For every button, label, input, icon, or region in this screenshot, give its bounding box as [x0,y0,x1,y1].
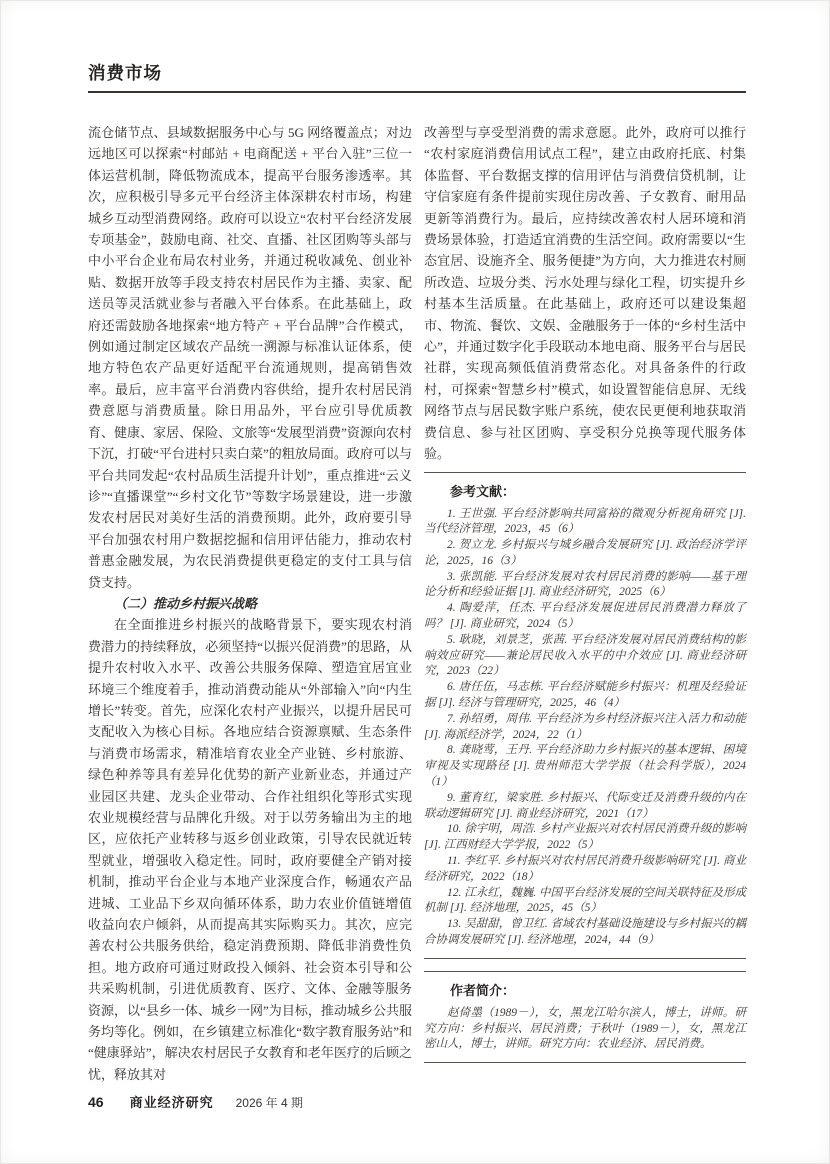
left-column [88,122,412,1085]
reference-item: 10. 徐宇明，周浩. 乡村产业振兴对农村居民消费升级的影响 [J]. 江西财经大学学报，2022（5） [424,823,746,852]
section-header-title: 消费市场 [88,63,162,83]
reference-item: 2. 贺立龙. 乡村振兴与城乡融合发展研究 [J]. 政治经济学评论，2025，16（3） [424,539,746,567]
reference-item: 6. 唐任伍，马志栋. 平台经济赋能乡村振兴：机理及经验证据 [J]. 经济与管理研究，2025，46（4） [424,681,746,710]
body-paragraph: 在全面推进乡村振兴的战略背景下，要实现农村消费潜力的持续释放，必须坚持“以振兴促消费”的思路，从提升农村收入水平、改善公共服务保障、塑造宜居宜业环境三个维度着手，推动消费动能从“外部输入”向“内生增长”转变。首先，应深化农村产业振兴，以提升居民可支配收入为核心目标。各地应结合资源禀赋、生态条件与消费市场需求，精准培育农业全产业链、乡村旅游、绿色种养等具有差异化优势的新产业新业态，并通过产业园区共建、龙头企业带动、合作社组织化等形式实现农业规模经营与品牌化升级。对于以劳务输出为主的地区，应依托产业转移与返乡创业政策，引导农民就近转型就业，增强收入稳定性。同时，政府要健全产销对接机制，推动平台企业与本地产业深度合作，畅通农产品进城、工业品下乡双向循环体系，助力农业价值链增值收益向农户倾斜，从而提高其实际购买力。其次，应完善农村公共服务供给，稳定消费预期、降低非消费性负担。地方政府可通过财政投入倾斜、社会资本引导和公共采购机制，引进优质教育、医疗、文体、金融等服务资源，以“县乡一体、城乡一网”为目标，推动城乡公共服务均等化。例如，在乡镇建立标准化“数字教育服务站”和“健康驿站”，解决农村居民子女教育和老年医疗的后顾之忧，释放其对 [88,617,412,1082]
references-heading: 参考文献： [450,483,516,499]
page-footer [88,1092,303,1111]
two-column-body [88,122,746,1085]
journal-name: 商业经济研究 [129,1095,214,1110]
issue-label: 2026 年 4 期 [235,1096,303,1110]
reference-item: 3. 张凯能. 平台经济发展对农村居民消费的影响——基于理论分析和经验证据 [J]. 商业经济研究，2025（6） [424,570,746,599]
right-column [424,122,746,1085]
reference-item: 5. 耿晓，刘景芝，张茜. 平台经济发展对居民消费结构的影响效应研究——兼论居民收入水平的中介效应 [J]. 商业经济研究，2023（22） [424,633,746,678]
subsection-heading: （二）推动乡村振兴战略 [114,595,258,611]
references-section [424,472,746,959]
reference-item: 7. 孙绍勇，周伟. 平台经济为乡村经济振兴注入活力和动能 [J]. 海派经济学，2024，22（1） [424,712,746,741]
page-number: 46 [88,1094,104,1110]
reference-item: 13. 吴甜甜，曾卫红. 省域农村基础设施建设与乡村振兴的耦合协调发展研究 [J]. 经济地理，2024，44（9） [424,918,746,947]
reference-item: 9. 董育红，梁家胜. 乡村振兴、代际变迁及消费升级的内在联动逻辑研究 [J]. 商业经济研究，2021（17） [424,791,746,820]
masthead [88,62,746,93]
author-bio-text: 赵倚墨（1989－），女，黑龙江哈尔滨人，博士，讲师。研究方向：乡村振兴、居民消费；于秋叶（1989－），女，黑龙江密山人，博士，讲师。研究方向：农业经济、居民消费。 [424,1006,746,1051]
body-paragraph: 流仓储节点、县域数据服务中心与 5G 网络覆盖点；对边远地区可以探索“村邮站 + 电商配送 + 平台入驻”三位一体运营机制，降低物流成本，提高平台服务渗透率。其次，应积极引导多元平台经济主体深耕农村市场，构建城乡互动型消费网络。政府可以设立“农村平台经济发展专项基金”，鼓励电商、社交、直播、社区团购等头部与中小平台企业布局农村业务，并通过税收减免、创业补贴、数据开放等手段支持农村居民作为主播、卖家、配送员等灵活就业参与者融入平台体系。在此基础上，政府还需鼓励各地探索“地方特产 + 平台品牌”合作模式，例如通过制定区域农产品统一溯源与标准认证体系，使地方特色农产品更好适配平台流通规则，提高销售效率。最后，应丰富平台消费内容供给，提升农村居民消费意愿与消费质量。除日用品外，平台应引导优质教育、健康、家居、保险、文旅等“发展型消费”资源向农村下沉，打破“平台进村只卖白菜”的粗放局面。政府可以与平台共同发起“农村品质生活提升计划”，重点推进“云义诊”“直播课堂”“乡村文化节”等数字场景建设，进一步激发农村居民对美好生活的消费预期。此外，政府要引导平台加强农村用户数据挖掘和信用评估能力，推动农村普惠金融发展，为农民消费提供更稳定的支付工具与信贷支持。 [88,125,412,590]
author-bio-heading: 作者简介： [450,982,516,998]
reference-item: 11. 李红平. 乡村振兴对农村居民消费升级影响研究 [J]. 商业经济研究，2022（18） [424,855,746,883]
body-paragraph: 改善型与享受型消费的需求意愿。此外，政府可以推行“农村家庭消费信用试点工程”，建立由政府托底、村集体监督、平台数据支撑的信用评估与消费信贷机制，让守信家庭有条件提前实现住房改善、子女教育、耐用品更新等消费行为。最后，应持续改善农村人居环境和消费场景体验，打造适宜消费的生活空间。政府需要以“生态宜居、设施齐全、服务便捷”为方向，大力推进农村厕所改造、垃圾分类、污水处理与绿化工程，切实提升乡村基本生活质量。在此基础上，政府还可以建设集超市、物流、餐饮、文娱、金融服务于一体的“乡村生活中心”，并通过数字化手段联动本地电商、服务平台与居民社群，实现高频低值消费常态化。对具备条件的行政村，可探索“智慧乡村”模式，如设置智能信息屏、无线网络节点与居民数字账户系统，使农民更便利地获取消费信息、参与社区团购、享受积分兑换等现代服务体验。 [424,125,746,462]
author-bio-section [424,971,746,1063]
reference-item: 8. 龚晓莺，王丹. 平台经济助力乡村振兴的基本逻辑、困境审视及实现路径 [J]. 贵州师范大学学报（社会科学版），2024（1） [424,744,746,789]
reference-item: 4. 陶爱萍，任杰. 平台经济发展促进居民消费潜力释放了吗？ [J]. 商业研究，2024（5） [424,602,746,631]
reference-item: 1. 王世强. 平台经济影响共同富裕的微观分析视角研究 [J]. 当代经济管理，2023，45（6） [424,507,746,536]
reference-item: 12. 江永红，魏巍. 中国平台经济发展的空间关联特征及形成机制 [J]. 经济地理，2025，45（5） [424,886,746,915]
